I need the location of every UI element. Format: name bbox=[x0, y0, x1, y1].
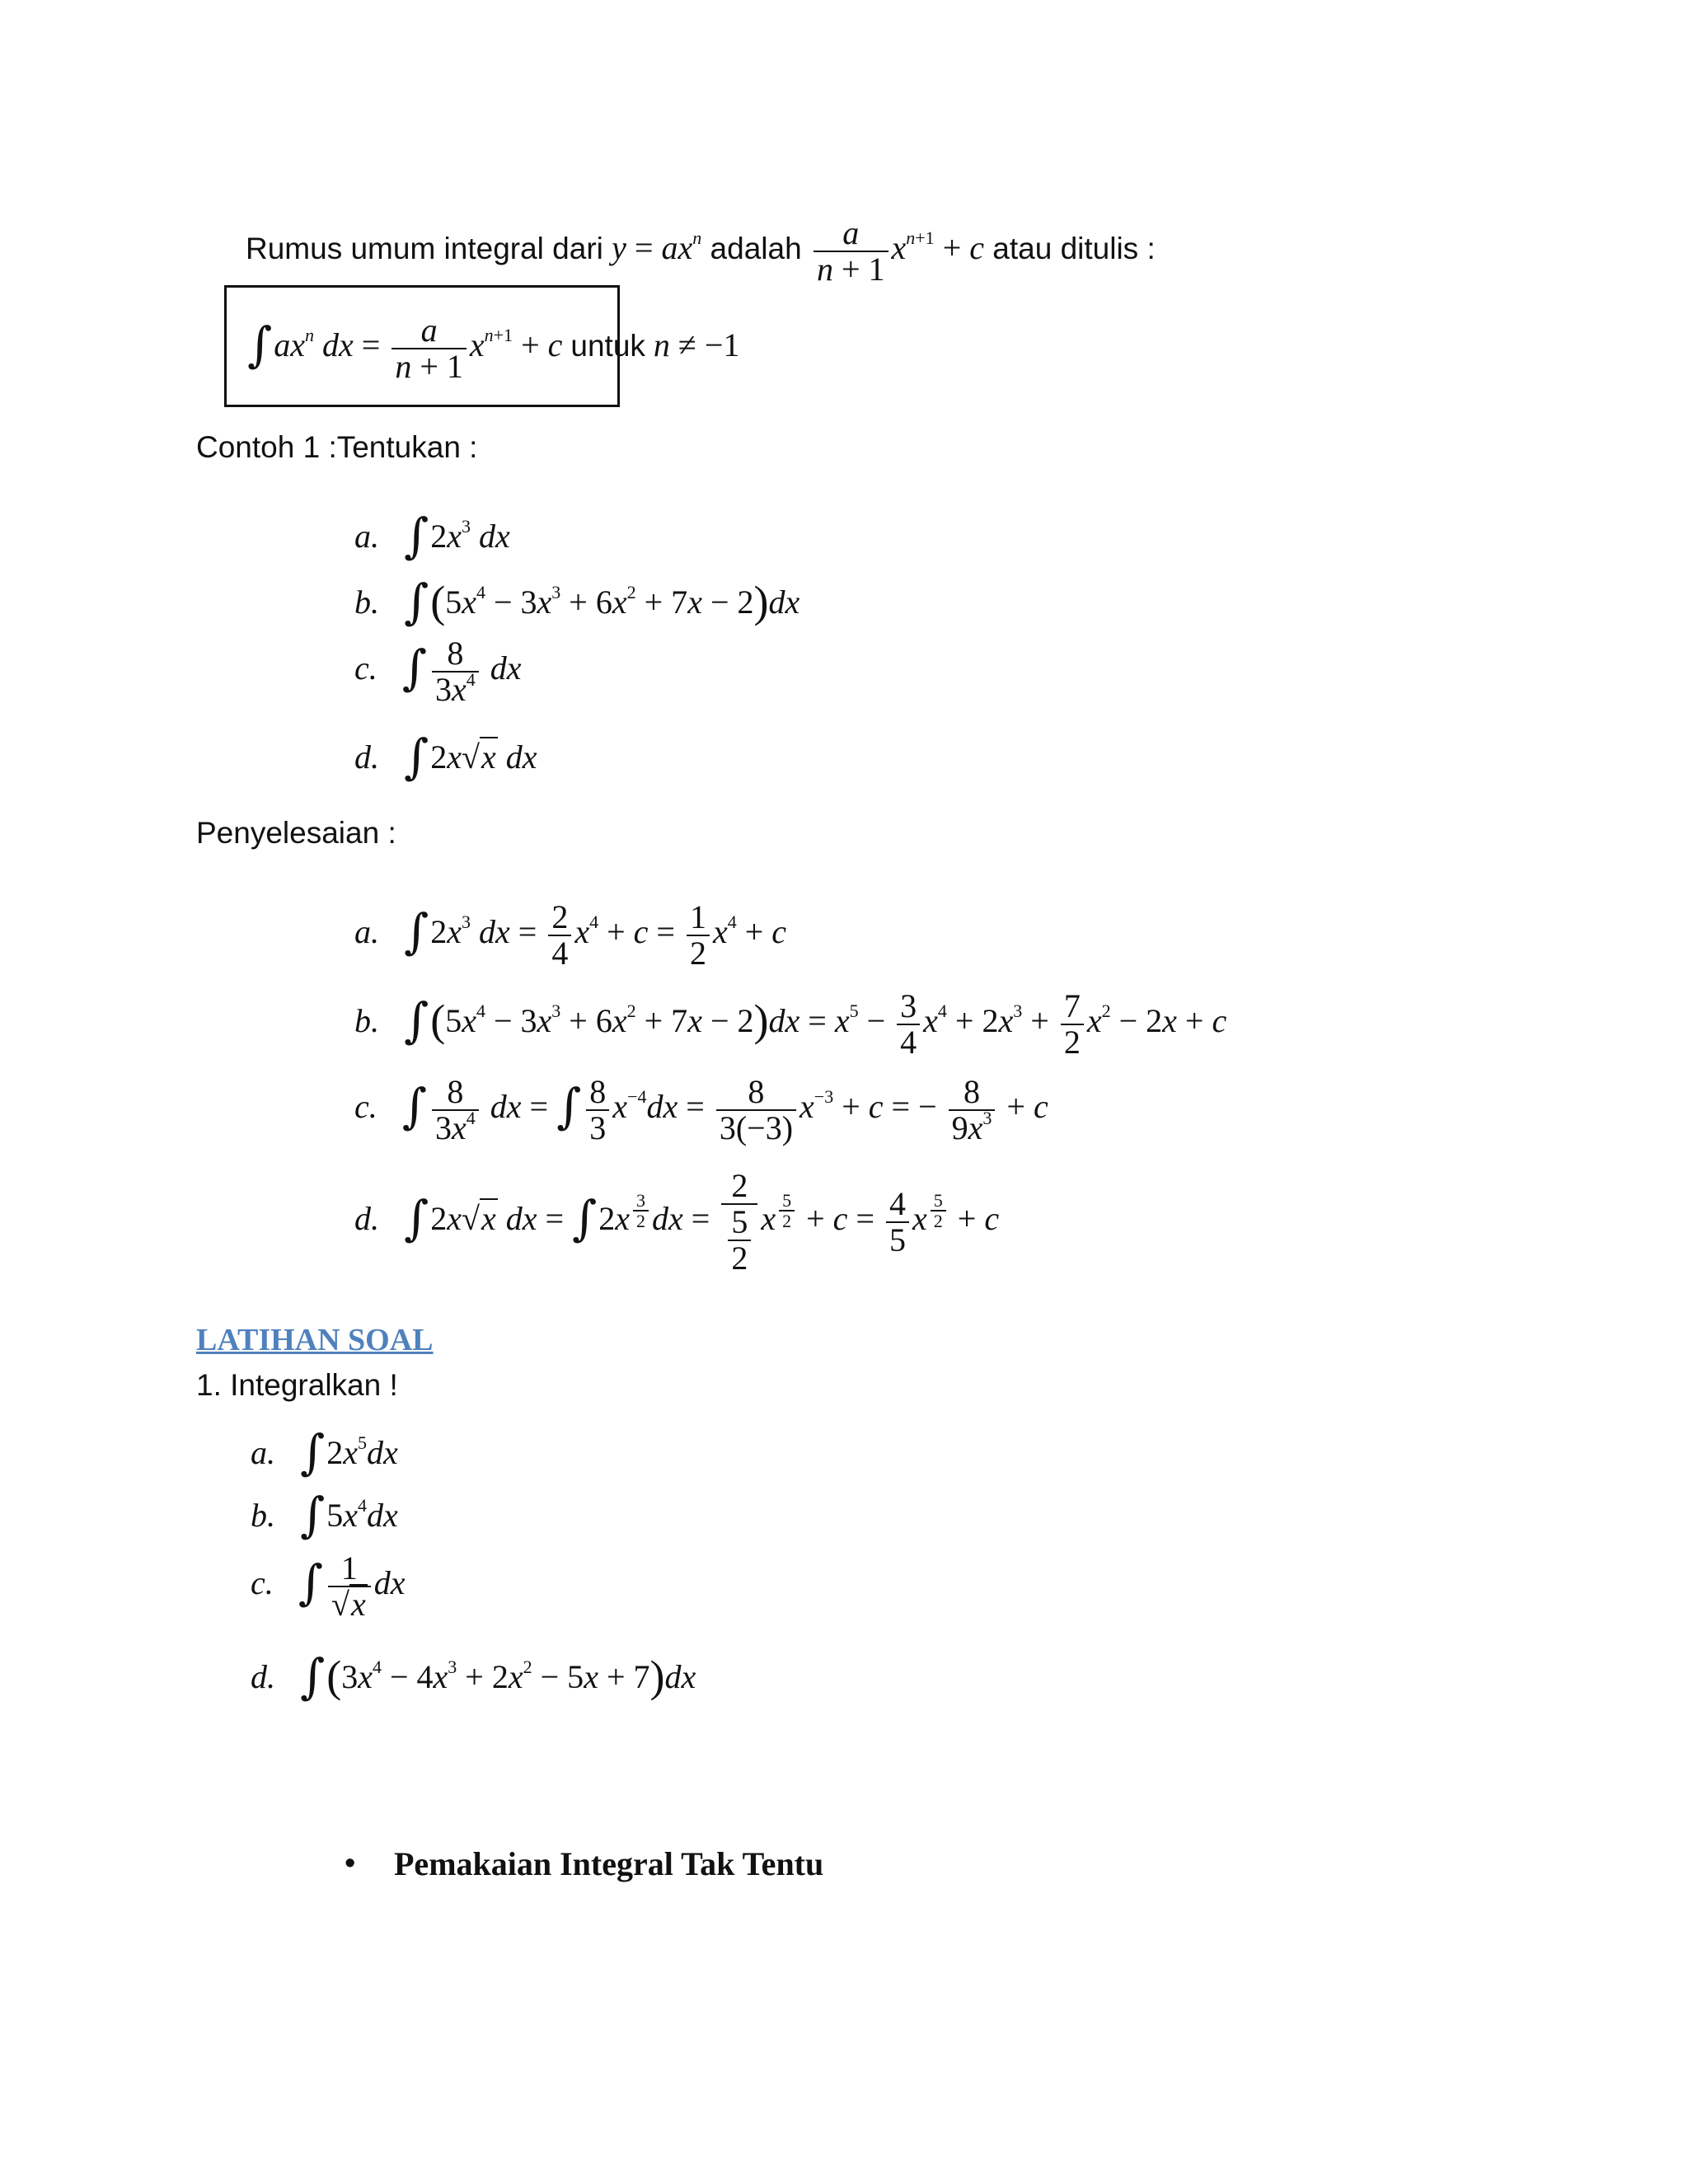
solusi-item-c: c. ∫ $\frac{8}{3x^4}$ dx = ∫ $\frac{8}{3}$ $x^{-4}dx$ = $\frac{8}{3(-3)}$ $x^{-3} + c$ = − $\frac{8}{9x^3}$ + c bbox=[354, 1072, 1048, 1146]
latihan-item-a: a. $\int 2x^5dx$ bbox=[251, 1424, 398, 1480]
latihan-item-d: d. $\int(3x^4 - 4x^3 + 2x^2 - 5x + 7)dx$ bbox=[251, 1648, 696, 1704]
solusi-item-d: d. ∫2x√x dx = ∫2x $^{\frac{3}{2}}$ dx = $\frac{2}{\frac{5}{2}}$ x $^{\frac{5}{2}}$ + c = $\frac{4}{5}$ x $^{\frac{5}{2}}$ + c bbox=[354, 1167, 1000, 1277]
penyelesaian-title: Penyelesaian : bbox=[196, 816, 396, 850]
contoh-item-d: d. ∫2x√x dx bbox=[354, 729, 537, 785]
intro-math-frac: $\frac{a}{n + 1}$ $x^{n+1} + c$ bbox=[810, 229, 984, 266]
solusi-item-b: b. $\int(5x^4 - 3x^3 + 6x^2 + 7x - 2)dx = x^5$ − $\frac{3}{4}$ $x^4 + 2x^3$ + $\frac{7}{2}$ $x^2 - 2x + c$ bbox=[354, 987, 1227, 1061]
contoh-item-c: c. ∫ $\frac{8}{3x^4}$ dx bbox=[354, 634, 522, 708]
contoh-title: Contoh 1 :Tentukan : bbox=[196, 430, 478, 464]
latihan-q1: 1. Integralkan ! bbox=[196, 1368, 398, 1402]
latihan-item-c: c. ∫ $\frac{1}{√x}$ dx bbox=[251, 1549, 406, 1623]
intro-text-1: Rumus umum integral dari bbox=[246, 232, 603, 266]
intro-text-3: atau ditulis : bbox=[992, 232, 1156, 266]
latihan-title: LATIHAN SOAL bbox=[196, 1323, 434, 1357]
contoh-item-b: b. $\int(5x^4 - 3x^3 + 6x^2 + 7x - 2)dx$ bbox=[354, 574, 800, 630]
solusi-item-a: a. $\int 2x^3$ dx = $\frac{2}{4}$ $x^4 + c$ = $\frac{1}{2}$ $x^4 + c$ bbox=[354, 898, 787, 972]
formula-untuk: untuk bbox=[570, 329, 645, 363]
formula-box-content: $\int ax^n$ dx = $\frac{a}{n + 1}$ $x^{n+1} + c$ untuk n ≠ −1 bbox=[247, 311, 740, 385]
intro-text-2: adalah bbox=[710, 232, 802, 266]
latihan-item-b: b. $\int 5x^4dx$ bbox=[251, 1487, 398, 1543]
intro-line bbox=[246, 216, 1156, 287]
intro-math-y: $y = ax^n$ bbox=[612, 227, 702, 267]
section-title: Pemakaian Integral Tak Tentu bbox=[394, 1845, 824, 1882]
section-bullet: • bbox=[345, 1846, 356, 1881]
contoh-item-a: a. $\int 2x^3$ dx bbox=[354, 508, 510, 564]
